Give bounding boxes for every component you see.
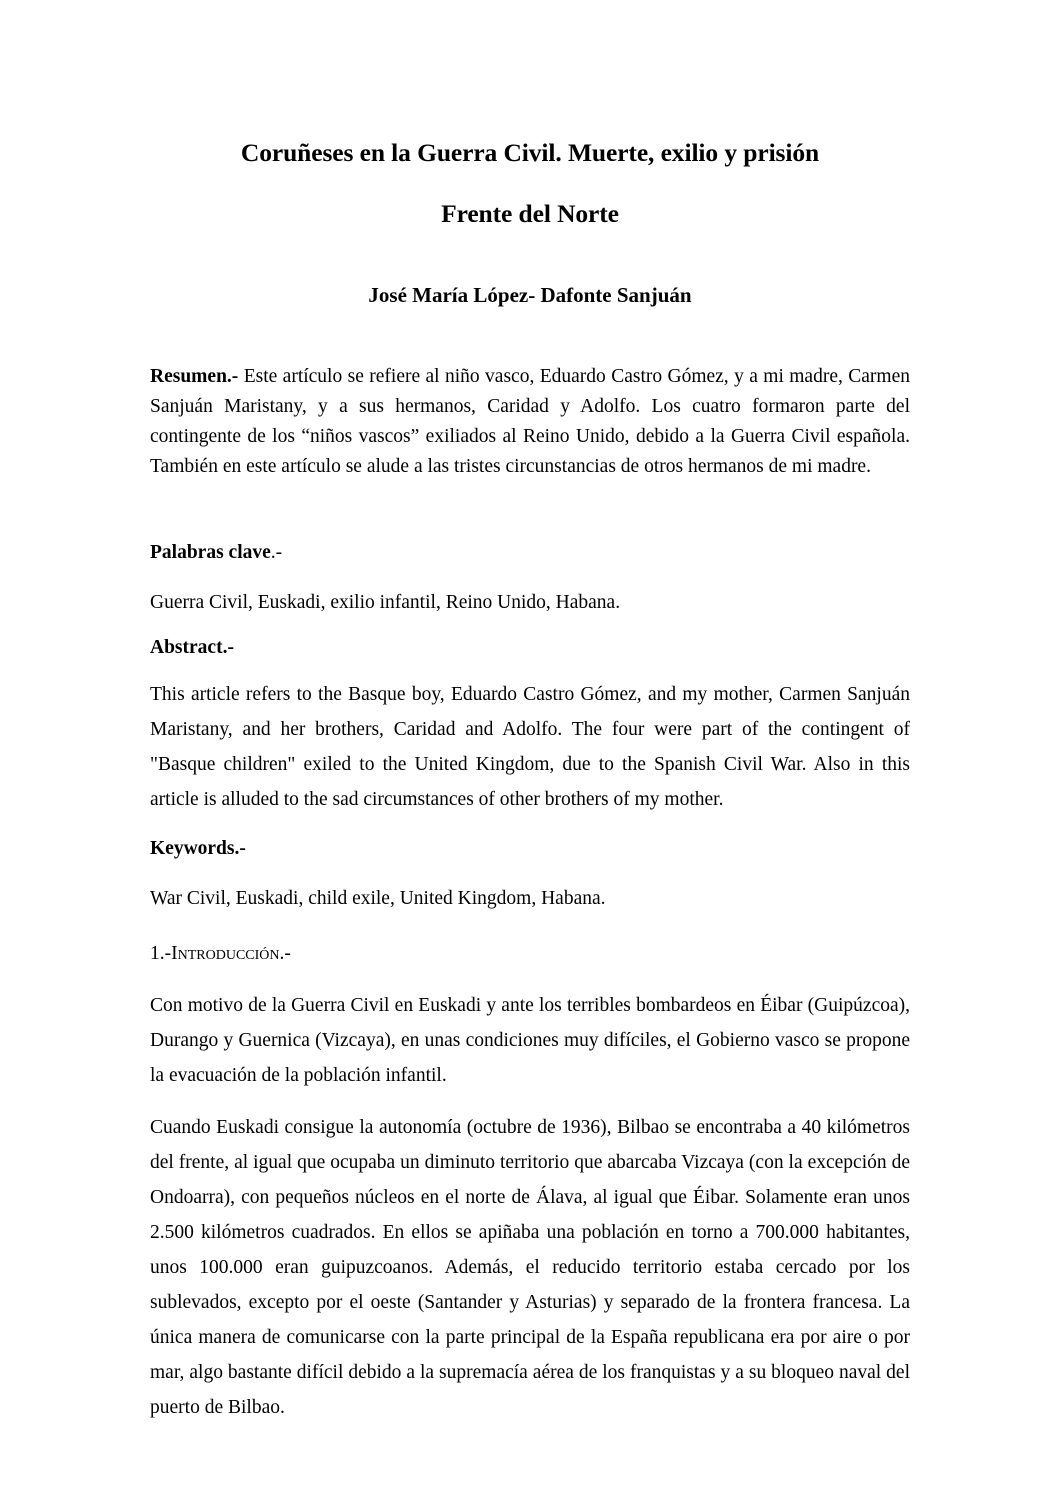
body-paragraph-2: Cuando Euskadi consigue la autonomía (octubre de 1936), Bilbao se encontraba a 40 kilómetros del frente, al igual que ocupaba un diminuto territorio que abarcaba Vizcaya (con la excepción de Ondoarra), con pequeños núcleos en el norte de Álava, al igual que Éibar. Solamente eran unos 2.500 kilómetros cuadrados. En ellos se apiñaba una población en torno a 700.000 habitantes, unos 100.000 eran guipuzcoanos. Además, el reducido territorio estaba cercado por los sublevados, excepto por el oeste (Santander y Asturias) y separado de la frontera francesa. La única manera de comunicarse con la parte principal de la España republicana era por aire o por mar, algo bastante difícil debido a la supremacía aérea de los franquistas y a su bloqueo naval del puerto de Bilbao. xyxy=(150,1117,910,1418)
abstract-english-paragraph: This article refers to the Basque boy, Eduardo Castro Gómez, and my mother, Carmen Sanjuán Maristany, and her brothers, Caridad and Adolfo. The four were part of the contingent of "Basque children" exiled to the United Kingdom, due to the Spanish Civil War. Also in this article is alluded to the sad circumstances of other brothers of my mother. xyxy=(150,684,910,810)
page-title-line-2: Frente del Norte xyxy=(441,198,619,228)
palabras-clave-heading xyxy=(150,482,910,568)
abstract-spanish-paragraph xyxy=(150,306,910,482)
body-paragraph-1: Con motivo de la Guerra Civil en Euskadi y ante los terribles bombardeos en Éibar (Guipúzcoa), Durango y Guernica (Vizcaya), en unas condiciones muy difíciles, el Gobierno vasco se propone la evacuación de la población infantil. xyxy=(150,995,910,1086)
keywords-heading: Keywords.- xyxy=(150,838,246,859)
resumen-label: Resumen.- xyxy=(150,366,239,387)
section-heading-text: ntroducción xyxy=(177,943,280,964)
author-name: José María López- Dafonte Sanjuán xyxy=(368,283,692,307)
keywords-list: War Civil, Euskadi, child exile, United Kingdom, Habana. xyxy=(150,888,606,909)
section-heading-suffix: .- xyxy=(279,943,291,964)
section-heading-introduccion xyxy=(150,916,910,971)
resumen-text: Este artículo se refiere al niño vasco, Eduardo Castro Gómez, y a mi madre, Carmen Sanjuán Maristany, y a sus hermanos, Caridad y Adolfo. Los cuatro formaron parte del contingente de los “niños vascos” exiliados al Reino Unido, debido a la Guerra Civil española. También en este artículo se alude a las tristes circunstancias de otros hermanos de mi madre. xyxy=(150,366,910,477)
abstract-heading: Abstract.- xyxy=(150,637,234,658)
page-title-line-1: Coruñeses en la Guerra Civil. Muerte, exilio y prisión xyxy=(240,138,820,167)
section-number: 1.- xyxy=(150,943,172,964)
document-content-column xyxy=(150,0,910,1425)
section-heading-lead-letter: I xyxy=(171,943,178,964)
palabras-clave-list: Guerra Civil, Euskadi, exilio infantil, Reino Unido, Habana. xyxy=(150,592,621,613)
palabras-clave-label-suffix: .- xyxy=(270,542,283,563)
palabras-clave-label: Palabras clave xyxy=(150,542,271,563)
